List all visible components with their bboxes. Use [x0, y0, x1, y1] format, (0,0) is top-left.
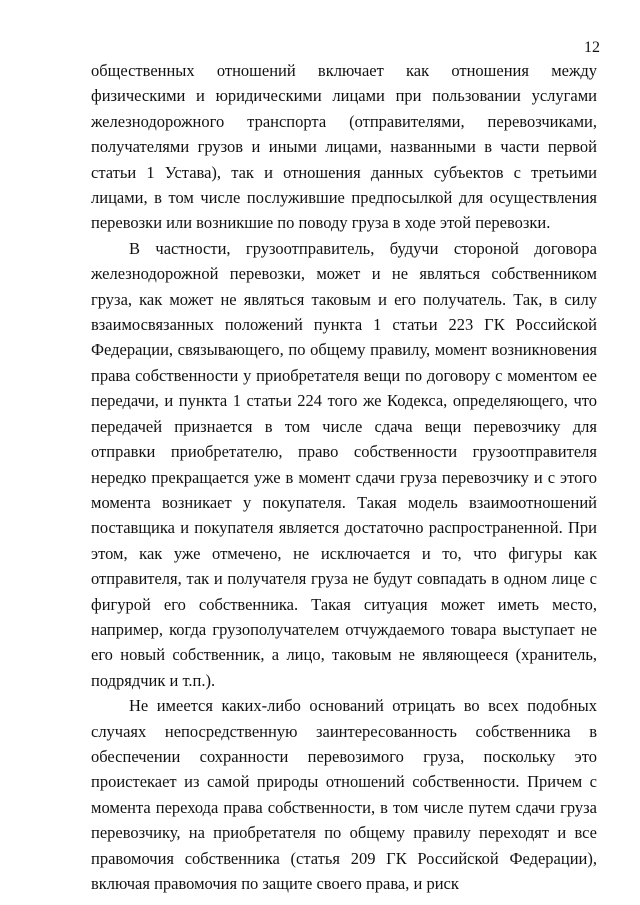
page-number: 12	[584, 39, 600, 56]
paragraph-consignor-ownership: В частности, грузоотправитель, будучи стороной договора железнодорожной перевозки, может и не являться собственником груза, как может не являться таковым и его получатель. Так, в силу взаимосвязанных положений пункта 1 статьи 223 ГК Российской Федерации, связывающего, по общему правилу, момент возникновения права собственности у приобретателя вещи по договору с моментом ее передачи, и пункта 1 статьи 224 того же Кодекса, определяющего, что передачей признается в том числе сдача вещи перевозчику для отправки приобретателю, право собственности грузоотправителя нередко прекращается уже в момент сдачи груза перевозчику и с этого момента возникает у покупателя. Такая модель взаимоотношений поставщика и покупателя является достаточно распространенной. При этом, как уже отмечено, не исключается и то, что фигуры как отправителя, так и получателя груза не будут совпадать в одном лице с фигурой его собственника. Такая ситуация может иметь место, например, когда грузополучателем отчуждаемого товара выступает не его новый собственник, а лицо, таковым не являющееся (хранитель, подрядчик и т.п.).	[91, 238, 597, 690]
paragraph-owner-interest: Не имеется каких-либо оснований отрицать во всех подобных случаях непосредственную заинтересованность собственника в обеспечении сохранности перевозимого груза, поскольку это проистекает из самой природы отношений собственности. Причем с момента перехода права собственности, в том числе путем сдачи груза перевозчику, на приобретателя по общему правилу переходят и все правомочия собственника (статья 209 ГК Российской Федерации), включая правомочия по защите своего права, и риск	[91, 696, 597, 893]
document-body	[91, 58, 597, 896]
paragraph-continuation: общественных отношений включает как отношения между физическими и юридическими лицами при пользовании услугами железнодорожного транспорта (отправителями, перевозчиками, получателями грузов и иными лицами, названными в части первой статьи 1 Устава), так и отношения данных субъектов с третьими лицами, в том числе послужившие предпосылкой для осуществления перевозки или возникшие по поводу груза в ходе этой перевозки.	[91, 61, 597, 233]
